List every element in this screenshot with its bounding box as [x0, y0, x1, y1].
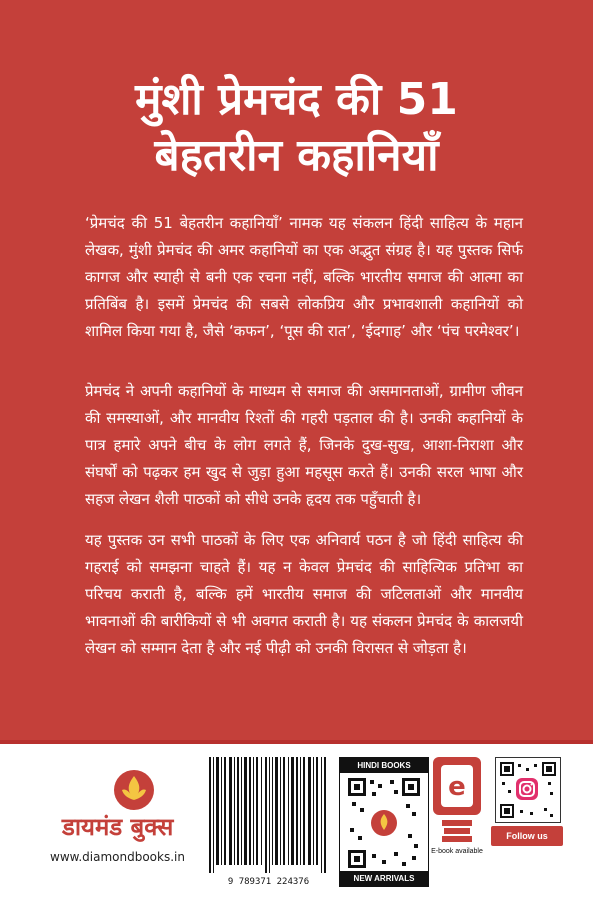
follow-us-label[interactable]: Follow us — [491, 826, 563, 846]
barcode — [205, 757, 332, 873]
ebook-badge[interactable] — [433, 757, 481, 815]
barcode-number: 9 789371 224376 — [227, 877, 310, 887]
description-paragraph-3: यह पुस्तक उन सभी पाठकों के लिए एक अनिवार्य पठन है जो हिंदी साहित्य की गहराई को समझना चाहते हैं। यह न केवल प्रेमचंद की साहित्यिक प्रतिभा का परिचय कराती है, बल्कि हमें भारतीय समाज की जटिलताओं और मानवीय भावनाओं की बारीकियों से भी अवगत कराती है। यह संकलन प्रेमचंद के कालजयी लेखन को सम्मान देता है और नई पीढ़ी को उनकी विरासत से जोड़ता है। — [85, 531, 523, 657]
ebook-label: E-book available — [431, 848, 483, 855]
publisher-website[interactable]: www.diamondbooks.in — [50, 850, 185, 864]
diamond-books-logo-icon — [112, 768, 156, 812]
description-paragraph-2: प्रेमचंद ने अपनी कहानियों के माध्यम से समाज की असमानताओं, ग्रामीण जीवन की समस्याओं, और मानवीय रिश्तों की गहरी पड़ताल की है। उनकी कहानियों के पात्र हमारे अपने बीच के लोग लगते हैं, जिनके दुख-सुख, आशा-निराशा और संघर्षों को पढ़कर हम खुद से जुड़ा हुआ महसूस करते हैं। उनकी सरल भाषा और सहज लेखन शैली पाठकों को सीधे उनके हृदय तक पहुँचाती है। — [85, 382, 523, 508]
book-stack-icon — [440, 818, 474, 844]
title-line-1: मुंशी प्रेमचंद की 51 — [135, 74, 458, 125]
qr-header: HINDI BOOKS — [340, 758, 428, 773]
publisher-name: डायमंड बुक्स — [62, 813, 174, 841]
qr-code-icon — [348, 778, 420, 868]
instagram-icon — [516, 778, 538, 800]
qr-footer: NEW ARRIVALS — [340, 871, 428, 886]
ebook-icon — [439, 763, 475, 809]
title-line-2: बेहतरीन कहानियाँ — [154, 130, 439, 181]
svg-text:e: e — [448, 772, 466, 802]
hindi-books-qr[interactable] — [339, 757, 429, 887]
description-paragraph-1: ‘प्रेमचंद की 51 बेहतरीन कहानियाँ’ नामक यह संकलन हिंदी साहित्य के महान लेखक, मुंशी प्रेमचंद की अमर कहानियों का एक अद्भुत संग्रह है। यह पुस्तक सिर्फ कागज और स्याही से बनी एक रचना नहीं, बल्कि भारतीय समाज की आत्मा का प्रतिबिंब है। इसमें प्रेमचंद की सबसे लोकप्रिय और प्रभावशाली कहानियों को शामिल किया गया है, जैसे ‘कफन’, ‘पूस की रात’, ‘ईदगाह’ और ‘पंच परमेश्वर’। — [85, 214, 523, 340]
